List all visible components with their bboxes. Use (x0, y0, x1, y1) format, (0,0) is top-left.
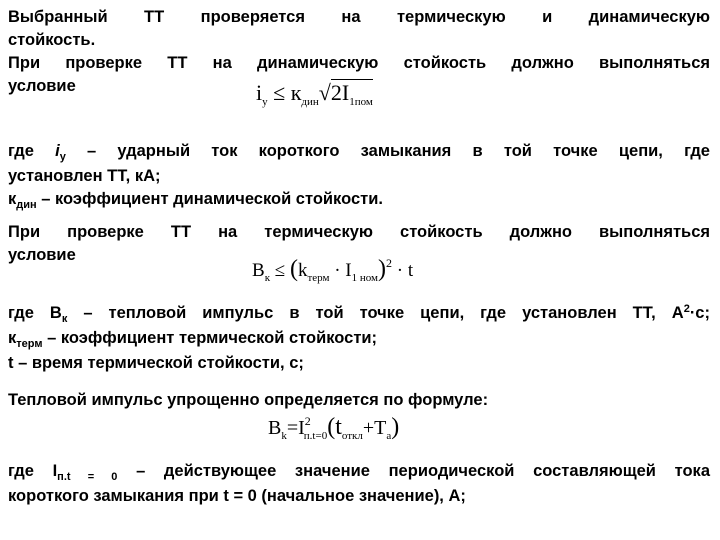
formula2-I-sub: 1 ном (351, 272, 379, 284)
formula2-close-paren: ) (378, 256, 387, 282)
formula3-t-sub: откл (341, 430, 363, 442)
bk-line-1-post: – тепловой импульс в той точке цепи, где установлен ТТ, А (67, 304, 684, 322)
formula2-exponent: 2 (386, 256, 393, 270)
formula3-eq: =I (286, 417, 305, 439)
intro-line-2: стойкость. (8, 31, 96, 49)
formula2-open-paren: ( (289, 256, 298, 282)
bk-definition-paragraph (8, 302, 710, 375)
bk-line-1-sub: к (61, 313, 68, 325)
bk-line-1-sup: 2 (683, 303, 690, 315)
iu-line-1-post: – ударный ток короткого замыкания в той точке цепи, где (65, 142, 710, 160)
ipt0-line-1-post: – действующее значение периодической составляющей тока (117, 462, 710, 480)
kterm-line (8, 327, 710, 352)
formula2-lhs: B (252, 260, 265, 281)
thermal-stability-formula (252, 256, 413, 283)
dynamic-stability-formula (256, 80, 373, 106)
kterm-symbol: к (8, 329, 17, 347)
intro-line-3: При проверке ТТ на динамическую стойкость должно выполняться (8, 54, 710, 72)
kterm-symbol-sub: терм (16, 338, 43, 350)
intro-line-1: Выбранный ТТ проверяется на термическую и динамическую (8, 8, 710, 26)
kdin-symbol-sub: дин (16, 199, 37, 211)
formula2-I: I (345, 260, 352, 281)
heat-impulse-formula (268, 414, 399, 441)
iu-symbol-sub: у (59, 151, 66, 163)
thermal-line-1: При проверке ТТ на термическую стойкость должно выполняться (8, 223, 710, 241)
formula3-lhs: B (268, 417, 282, 439)
iu-definition-paragraph (8, 140, 710, 213)
formula3-T-sub: а (386, 430, 392, 442)
formula2-op: ≤ (274, 260, 286, 281)
formula3-close: ) (391, 414, 400, 440)
bk-line-1-end: ·с; (689, 304, 710, 322)
kdin-symbol: к (8, 190, 17, 208)
kdin-line (8, 188, 710, 213)
formula1-k-sub: дин (301, 96, 319, 108)
formula1-op: ≤ (273, 80, 286, 105)
iu-line-2: установлен ТТ, кА; (8, 167, 161, 185)
formula2-tail: · t (396, 260, 414, 281)
formula3-lhs-sub: k (281, 430, 287, 442)
ipt0-line-2: короткого замыкания при t = 0 (начальное значение), А; (8, 487, 466, 505)
t-line: t – время термической стойкости, с; (8, 354, 304, 372)
formula1-k: к (290, 80, 302, 105)
formula3-sup: 2 (304, 414, 311, 428)
formula1-lhs: i (256, 80, 263, 105)
formula2-k: k (297, 260, 308, 281)
iu-line-1-pre: где (8, 142, 56, 160)
formula3-open: (t (327, 414, 342, 440)
thermal-line-2: условие (8, 246, 76, 264)
heat-impulse-line: Тепловой импульс упрощенно определяется по формуле: (8, 391, 489, 409)
iu-line-1 (8, 140, 710, 165)
intro-line-4: условие (8, 77, 76, 95)
formula2-lhs-sub: к (264, 272, 271, 284)
formula1-rad-sub: 1пом (349, 96, 373, 108)
bk-line-1-pre: где В (8, 304, 62, 322)
formula1-radicand (330, 79, 373, 108)
ipt0-definition-paragraph (8, 460, 710, 508)
formula1-lhs-sub: у (262, 96, 268, 108)
formula1-radical-text: 2I (330, 80, 350, 105)
ipt0-line-1 (8, 460, 710, 485)
kdin-line-post: – коэффициент динамической стойкости. (36, 190, 383, 208)
formula3-plus: +T (362, 417, 387, 439)
formula3-I-sub: п.t=0 (303, 430, 328, 442)
bk-line-1 (8, 302, 710, 327)
kterm-line-post: – коэффициент термической стойкости; (42, 329, 378, 347)
ipt0-line-1-sub: п.t = 0 (57, 471, 118, 483)
heat-impulse-paragraph (8, 389, 710, 412)
formula2-k-sub: терм (307, 272, 330, 284)
formula2-dot: · (334, 260, 341, 281)
sqrt-sign: √ (318, 80, 331, 105)
iu-symbol: i (55, 142, 60, 160)
ipt0-line-1-pre: где I (8, 462, 58, 480)
